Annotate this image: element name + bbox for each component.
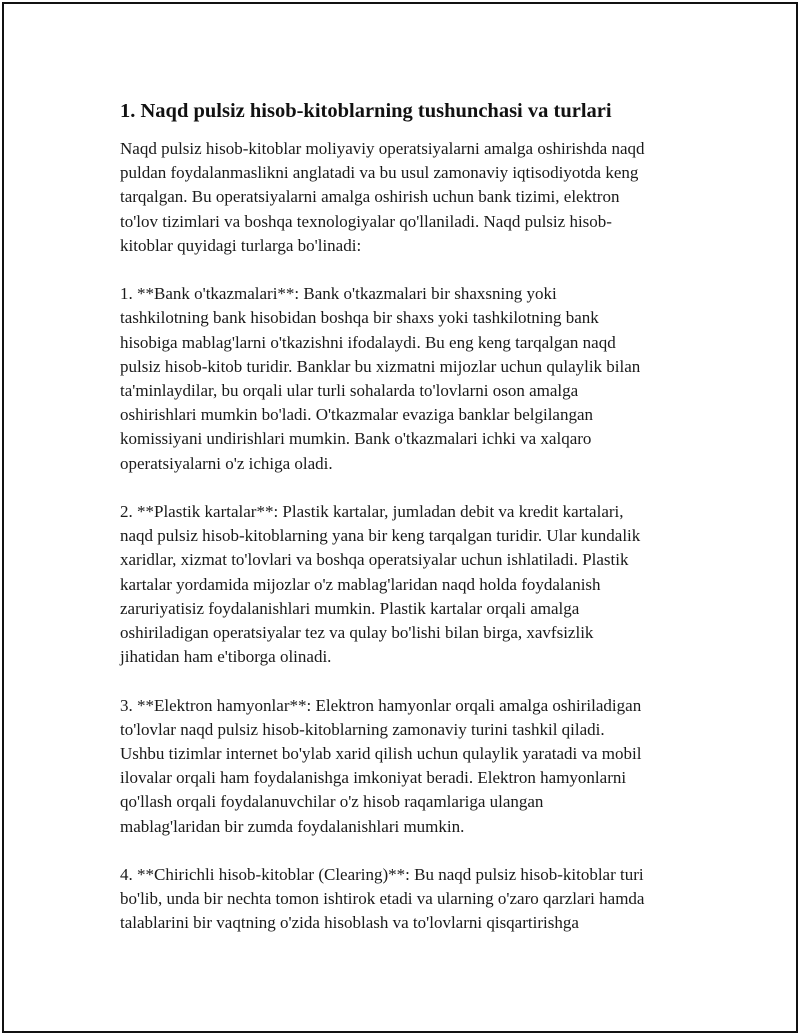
text-line: jihatidan ham e'tiborga olinadi.: [120, 647, 332, 667]
text-line: ilovalar orqali ham foydalanishga imkoniyat beradi. Elektron hamyonlarni: [120, 768, 627, 788]
text-line: 3. **Elektron hamyonlar**: Elektron hamyonlar orqali amalga oshiriladigan: [120, 695, 642, 715]
text-line: komissiyani undirishlari mumkin. Bank o'tkazmalari ichki va xalqaro: [120, 429, 592, 449]
text-line: mablag'laridan bir zumda foydalanishlari mumkin.: [120, 816, 465, 836]
text-line: pulsiz hisob-kitob turidir. Banklar bu xizmatni mijozlar uchun qulaylik bilan: [120, 356, 641, 376]
text-line: 2. **Plastik kartalar**: Plastik kartalar, jumladan debit va kredit kartalari,: [120, 502, 624, 522]
intro-paragraph: [120, 137, 700, 258]
text-line: talablarini bir vaqtning o'zida hisoblash va to'lovlarni qisqartirishga: [120, 913, 579, 933]
text-line: oshirishlari mumkin bo'ladi. O'tkazmalar evaziga banklar belgilangan: [120, 405, 594, 425]
text-line: tarqalgan. Bu operatsiyalarni amalga oshirish uchun bank tizimi, elektron: [120, 187, 620, 207]
text-line: oshiriladigan operatsiyalar tez va qulay bo'lishi bilan birga, xavfsizlik: [120, 623, 594, 643]
text-line: xaridlar, xizmat to'lovlari va boshqa operatsiyalar uchun ishlatiladi. Plastik: [120, 550, 629, 570]
text-line: zaruriyatisiz foydalanishlari mumkin. Plastik kartalar orqali amalga: [120, 598, 580, 618]
text-line: kartalar yordamida mijozlar o'z mablag'laridan naqd holda foydalanish: [120, 574, 601, 594]
section-heading: 1. Naqd pulsiz hisob-kitoblarning tushunchasi va turlari: [120, 100, 612, 122]
paragraph-list: [120, 137, 700, 936]
text-line: to'lov tizimlari va boshqa texnologiyalar qo'llaniladi. Naqd pulsiz hisob-: [120, 211, 612, 231]
text-line: naqd pulsiz hisob-kitoblarning yana bir keng tarqalgan turidir. Ular kundalik: [120, 526, 641, 546]
text-line: qo'llash orqali foydalanuvchilar o'z hisob raqamlariga ulangan: [120, 792, 544, 812]
text-line: ta'minlaydilar, bu orqali ular turli sohalarda to'lovlarni oson amalga: [120, 381, 579, 401]
text-line: bo'lib, unda bir nechta tomon ishtirok etadi va ularning o'zaro qarzlari hamda: [120, 889, 645, 909]
text-line: to'lovlar naqd pulsiz hisob-kitoblarning zamonaviy turini tashkil qiladi.: [120, 719, 605, 739]
text-line: kitoblar quyidagi turlarga bo'linadi:: [120, 235, 362, 255]
text-line: 1. **Bank o'tkazmalari**: Bank o'tkazmalari bir shaxsning yoki: [120, 284, 557, 304]
bank-transfers-paragraph: [120, 282, 700, 476]
text-line: Ushbu tizimlar internet bo'ylab xarid qilish uchun qulaylik yaratadi va mobil: [120, 744, 642, 764]
text-line: tashkilotning bank hisobidan boshqa bir shaxs yoki tashkilotning bank: [120, 308, 599, 328]
text-line: hisobiga mablag'larni o'tkazishni ifodalaydi. Bu eng keng tarqalgan naqd: [120, 332, 616, 352]
clearing-paragraph: [120, 863, 700, 936]
plastic-cards-paragraph: [120, 500, 700, 669]
text-line: operatsiyalarni o'z ichiga oladi.: [120, 453, 333, 473]
text-line: 4. **Chirichli hisob-kitoblar (Clearing)**: Bu naqd pulsiz hisob-kitoblar turi: [120, 865, 644, 885]
text-line: puldan foydalanmaslikni anglatadi va bu usul zamonaviy iqtisodiyotda keng: [120, 163, 639, 183]
text-line: Naqd pulsiz hisob-kitoblar moliyaviy operatsiyalarni amalga oshirishda naqd: [120, 139, 645, 158]
document-body: [120, 97, 700, 960]
e-wallets-paragraph: [120, 694, 700, 839]
document-page: [2, 2, 798, 1033]
